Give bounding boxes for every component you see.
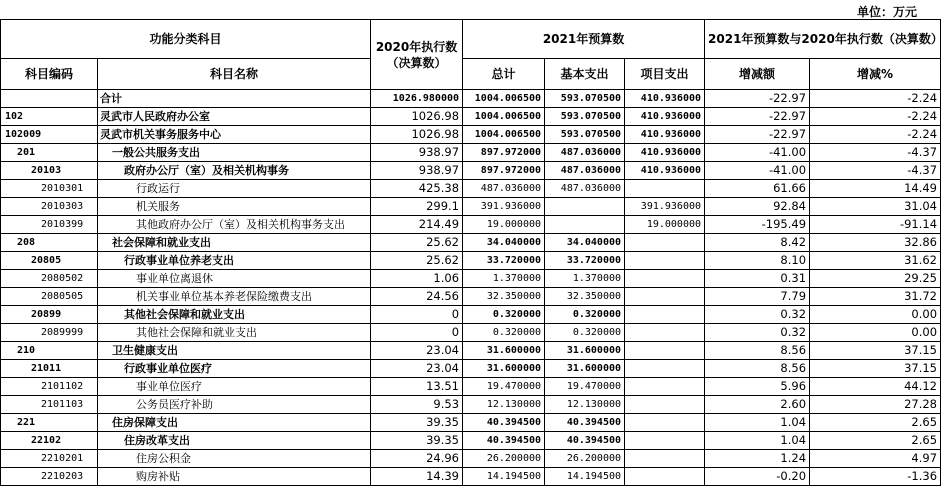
name-cell: 机关服务 [98,198,371,216]
basic-cell [545,198,625,216]
project-cell: 410.936000 [625,108,705,126]
table-row [1,306,941,324]
name-cell: 住房保障支出 [98,414,371,432]
basic-cell: 40.394500 [545,432,625,450]
code-cell: 221 [1,414,98,432]
diff-pct-cell: -2.24 [810,108,941,126]
diff-pct-cell: 27.28 [810,396,941,414]
budget-table [0,19,941,486]
header-row-2 [1,59,941,90]
total-cell: 1004.006500 [463,126,545,144]
project-cell [625,342,705,360]
name-cell: 事业单位离退休 [98,270,371,288]
total-cell: 0.320000 [463,324,545,342]
code-cell: 21011 [1,360,98,378]
diff-pct-cell: -2.24 [810,90,941,108]
table-row [1,144,941,162]
total-cell: 487.036000 [463,180,545,198]
diff-amount-cell: 92.84 [705,198,810,216]
table-row [1,216,941,234]
code-cell: 2080502 [1,270,98,288]
table-row [1,252,941,270]
basic-cell: 593.070500 [545,108,625,126]
code-cell: 208 [1,234,98,252]
prev-exec-cell: 1026.98 [371,126,463,144]
diff-amount-cell: -41.00 [705,162,810,180]
name-cell: 其他社会保障和就业支出 [98,324,371,342]
name-cell: 灵武市机关事务服务中心 [98,126,371,144]
basic-cell: 14.194500 [545,468,625,486]
diff-amount-cell: 8.56 [705,342,810,360]
diff-amount-cell: 8.10 [705,252,810,270]
header-diff-amount: 增减额 [705,59,810,90]
prev-exec-cell: 39.35 [371,432,463,450]
total-cell: 32.350000 [463,288,545,306]
header-total: 总计 [463,59,545,90]
basic-cell: 19.470000 [545,378,625,396]
diff-pct-cell: 31.72 [810,288,941,306]
name-cell: 政府办公厅（室）及相关机构事务 [98,162,371,180]
prev-exec-cell: 1.06 [371,270,463,288]
project-cell [625,324,705,342]
diff-amount-cell: -0.20 [705,468,810,486]
basic-cell: 0.320000 [545,306,625,324]
diff-pct-cell: 14.49 [810,180,941,198]
name-cell: 购房补贴 [98,468,371,486]
code-cell: 2210201 [1,450,98,468]
code-cell: 2089999 [1,324,98,342]
total-cell: 897.972000 [463,144,545,162]
name-cell: 合计 [98,90,371,108]
table-row [1,414,941,432]
project-cell [625,234,705,252]
prev-exec-cell: 24.96 [371,450,463,468]
diff-pct-cell: 29.25 [810,270,941,288]
header-prev-exec: 2020年执行数（决算数） [371,20,463,90]
name-cell: 卫生健康支出 [98,342,371,360]
prev-exec-cell: 14.39 [371,468,463,486]
basic-cell: 40.394500 [545,414,625,432]
table-row [1,360,941,378]
basic-cell: 593.070500 [545,90,625,108]
name-cell: 行政事业单位养老支出 [98,252,371,270]
prev-exec-cell: 938.97 [371,162,463,180]
project-cell: 410.936000 [625,162,705,180]
table-row [1,378,941,396]
basic-cell: 487.036000 [545,180,625,198]
project-cell [625,306,705,324]
project-cell: 19.000000 [625,216,705,234]
total-cell: 391.936000 [463,198,545,216]
header-code: 科目编码 [1,59,98,90]
basic-cell: 487.036000 [545,162,625,180]
header-func-class: 功能分类科目 [1,20,371,59]
table-row [1,288,941,306]
project-cell [625,288,705,306]
table-row [1,324,941,342]
diff-pct-cell: -4.37 [810,162,941,180]
project-cell [625,378,705,396]
table-row [1,90,941,108]
project-cell: 391.936000 [625,198,705,216]
code-cell: 2080505 [1,288,98,306]
name-cell: 事业单位医疗 [98,378,371,396]
diff-amount-cell: 5.96 [705,378,810,396]
diff-pct-cell: 44.12 [810,378,941,396]
table-row [1,270,941,288]
project-cell [625,180,705,198]
code-cell: 201 [1,144,98,162]
diff-pct-cell: 31.62 [810,252,941,270]
diff-amount-cell: 8.56 [705,360,810,378]
table-row [1,126,941,144]
diff-pct-cell: -91.14 [810,216,941,234]
project-cell [625,450,705,468]
diff-pct-cell: 2.65 [810,414,941,432]
total-cell: 14.194500 [463,468,545,486]
diff-amount-cell: -41.00 [705,144,810,162]
diff-amount-cell: -22.97 [705,108,810,126]
prev-exec-cell: 938.97 [371,144,463,162]
basic-cell: 12.130000 [545,396,625,414]
name-cell: 社会保障和就业支出 [98,234,371,252]
header-basic: 基本支出 [545,59,625,90]
table-row [1,198,941,216]
project-cell [625,396,705,414]
prev-exec-cell: 25.62 [371,252,463,270]
diff-pct-cell: 2.65 [810,432,941,450]
diff-pct-cell: 37.15 [810,342,941,360]
diff-amount-cell: 61.66 [705,180,810,198]
name-cell: 行政事业单位医疗 [98,360,371,378]
name-cell: 一般公共服务支出 [98,144,371,162]
diff-pct-cell: 37.15 [810,360,941,378]
total-cell: 34.040000 [463,234,545,252]
code-cell: 2101103 [1,396,98,414]
total-cell: 1.370000 [463,270,545,288]
diff-amount-cell: 7.79 [705,288,810,306]
total-cell: 26.200000 [463,450,545,468]
basic-cell: 593.070500 [545,126,625,144]
prev-exec-cell: 25.62 [371,234,463,252]
name-cell: 住房公积金 [98,450,371,468]
diff-amount-cell: 0.32 [705,324,810,342]
code-cell: 20103 [1,162,98,180]
table-row [1,234,941,252]
prev-exec-cell: 214.49 [371,216,463,234]
project-cell [625,360,705,378]
diff-amount-cell: 8.42 [705,234,810,252]
basic-cell: 487.036000 [545,144,625,162]
header-budget-2021: 2021年预算数 [463,20,705,59]
code-cell [1,90,98,108]
header-diff-pct: 增减% [810,59,941,90]
code-cell: 2101102 [1,378,98,396]
project-cell [625,270,705,288]
diff-amount-cell: -195.49 [705,216,810,234]
name-cell: 公务员医疗补助 [98,396,371,414]
diff-amount-cell: 1.04 [705,414,810,432]
unit-label: 单位：万元 [856,5,917,19]
project-cell [625,468,705,486]
basic-cell: 31.600000 [545,360,625,378]
basic-cell: 33.720000 [545,252,625,270]
table-row [1,180,941,198]
header-row-1 [1,20,941,59]
total-cell: 19.000000 [463,216,545,234]
diff-pct-cell: -1.36 [810,468,941,486]
code-cell: 2010399 [1,216,98,234]
basic-cell: 32.350000 [545,288,625,306]
code-cell: 2010301 [1,180,98,198]
basic-cell: 1.370000 [545,270,625,288]
prev-exec-cell: 9.53 [371,396,463,414]
name-cell: 其他社会保障和就业支出 [98,306,371,324]
table-row [1,162,941,180]
header-name: 科目名称 [98,59,371,90]
diff-pct-cell: 0.00 [810,324,941,342]
total-cell: 19.470000 [463,378,545,396]
prev-exec-cell: 23.04 [371,360,463,378]
prev-exec-cell: 0 [371,306,463,324]
project-cell: 410.936000 [625,90,705,108]
project-cell [625,432,705,450]
total-cell: 40.394500 [463,414,545,432]
prev-exec-cell: 24.56 [371,288,463,306]
prev-exec-cell: 13.51 [371,378,463,396]
diff-amount-cell: 0.31 [705,270,810,288]
name-cell: 灵武市人民政府办公室 [98,108,371,126]
code-cell: 22102 [1,432,98,450]
diff-amount-cell: 0.32 [705,306,810,324]
project-cell [625,252,705,270]
code-cell: 210 [1,342,98,360]
table-row [1,450,941,468]
prev-exec-cell: 299.1 [371,198,463,216]
prev-exec-cell: 39.35 [371,414,463,432]
project-cell [625,414,705,432]
diff-amount-cell: 1.24 [705,450,810,468]
table-row [1,468,941,486]
code-cell: 20899 [1,306,98,324]
basic-cell: 26.200000 [545,450,625,468]
project-cell: 410.936000 [625,126,705,144]
diff-amount-cell: -22.97 [705,126,810,144]
prev-exec-cell: 1026.98 [371,108,463,126]
basic-cell [545,216,625,234]
total-cell: 12.130000 [463,396,545,414]
basic-cell: 0.320000 [545,324,625,342]
total-cell: 31.600000 [463,342,545,360]
total-cell: 1004.006500 [463,90,545,108]
code-cell: 102009 [1,126,98,144]
total-cell: 0.320000 [463,306,545,324]
name-cell: 机关事业单位基本养老保险缴费支出 [98,288,371,306]
prev-exec-cell: 1026.980000 [371,90,463,108]
table-row [1,396,941,414]
table-row [1,342,941,360]
header-project: 项目支出 [625,59,705,90]
diff-pct-cell: -4.37 [810,144,941,162]
diff-pct-cell: 4.97 [810,450,941,468]
diff-amount-cell: 2.60 [705,396,810,414]
name-cell: 行政运行 [98,180,371,198]
table-row [1,432,941,450]
prev-exec-cell: 0 [371,324,463,342]
diff-pct-cell: -2.24 [810,126,941,144]
diff-pct-cell: 0.00 [810,306,941,324]
name-cell: 住房改革支出 [98,432,371,450]
diff-pct-cell: 32.86 [810,234,941,252]
table-row [1,108,941,126]
total-cell: 40.394500 [463,432,545,450]
total-cell: 897.972000 [463,162,545,180]
header-compare: 2021年预算数与2020年执行数（决算数） [705,20,941,59]
diff-pct-cell: 31.04 [810,198,941,216]
code-cell: 102 [1,108,98,126]
code-cell: 2010303 [1,198,98,216]
code-cell: 2210203 [1,468,98,486]
diff-amount-cell: 1.04 [705,432,810,450]
total-cell: 31.600000 [463,360,545,378]
basic-cell: 31.600000 [545,342,625,360]
name-cell: 其他政府办公厅（室）及相关机构事务支出 [98,216,371,234]
total-cell: 33.720000 [463,252,545,270]
total-cell: 1004.006500 [463,108,545,126]
basic-cell: 34.040000 [545,234,625,252]
prev-exec-cell: 425.38 [371,180,463,198]
prev-exec-cell: 23.04 [371,342,463,360]
code-cell: 20805 [1,252,98,270]
diff-amount-cell: -22.97 [705,90,810,108]
project-cell: 410.936000 [625,144,705,162]
